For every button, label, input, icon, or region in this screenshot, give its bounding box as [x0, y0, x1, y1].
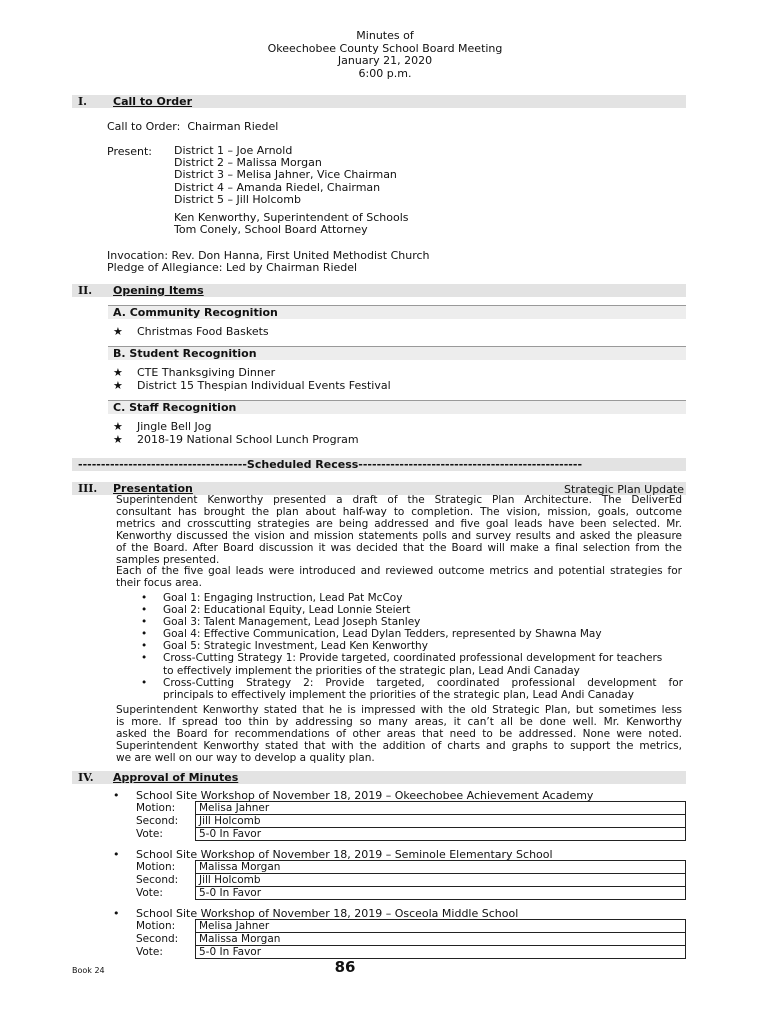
- present-item: District 1 – Joe Arnold: [174, 144, 293, 157]
- bullet-icon: •: [141, 652, 148, 665]
- presentation-paragraph-1: [116, 495, 682, 590]
- staff-list: [174, 212, 409, 236]
- header-line-4: 6:00 p.m.: [358, 66, 412, 80]
- minutes-item-text: School Site Workshop of November 18, 2019 – Okeechobee Achievement Academy: [136, 789, 594, 802]
- vote-value: 5-0 In Favor: [196, 828, 686, 841]
- vote-label: Vote:: [133, 946, 196, 959]
- section-3-number: III.: [78, 482, 98, 495]
- paragraph-line: Kenworthy discussed the vision and mission statements polls and survey results and asked the pleasure: [116, 529, 682, 542]
- motion-value: Malissa Morgan: [196, 861, 686, 874]
- second-value: Jill Holcomb: [196, 874, 686, 887]
- second-label: Second:: [133, 874, 196, 887]
- bullet-icon: •: [141, 616, 148, 629]
- call-to-order-line: [107, 120, 278, 133]
- goal-continuation: to effectively implement the priorities of the strategic plan, Lead Andi Canaday: [163, 664, 580, 677]
- table-row: [133, 861, 686, 874]
- paragraph-line: of the Board. After Board discussion it was decided that the Board will make a final selection from the: [116, 541, 682, 554]
- goal-item: [143, 640, 683, 652]
- paragraph-line: Superintendent Kenworthy presented a draft of the Strategic Plan Architecture. The DeliverEd: [116, 494, 682, 506]
- subsection-b-title: B. Student Recognition: [113, 347, 257, 360]
- list-item: [113, 366, 275, 379]
- present-item: District 2 – Malissa Morgan: [174, 156, 322, 170]
- table-row: [133, 828, 686, 841]
- goal-text: Goal 1: Engaging Instruction, Lead Pat McCoy: [163, 592, 403, 604]
- document-header: [0, 30, 770, 80]
- list-item: [113, 379, 391, 392]
- paragraph-line: consultant has brought the plan about half-way to completion. The vision, mission, goals, outcome: [116, 505, 682, 518]
- star-icon: ★: [113, 366, 123, 379]
- vote-value: 5-0 In Favor: [196, 946, 686, 959]
- goal-item: [143, 604, 683, 616]
- list-item: [113, 433, 359, 446]
- list-item-text: District 15 Thespian Individual Events Festival: [137, 379, 391, 392]
- table-row: [133, 887, 686, 900]
- star-icon: ★: [113, 420, 123, 433]
- paragraph-line: is more. If spread too thin by addressing so many areas, it can’t all be done well. Mr. Kenworthy: [116, 716, 682, 729]
- motion-label: Motion:: [133, 861, 196, 874]
- vote-value: 5-0 In Favor: [196, 887, 686, 900]
- motion-label: Motion:: [133, 920, 196, 933]
- paragraph-line: metrics and crosscutting strategies are being addressed and five goal leads have been selected. Mr.: [116, 517, 682, 530]
- goal-text: Goal 5: Strategic Investment, Lead Ken Kenworthy: [163, 640, 428, 653]
- bullet-icon: •: [113, 789, 120, 802]
- goal-text: Cross-Cutting Strategy 1: Provide targeted, coordinated professional development for teachers: [163, 652, 663, 665]
- star-icon: ★: [113, 325, 123, 338]
- second-label: Second:: [133, 933, 196, 946]
- table-row: [133, 802, 686, 815]
- goal-item: [143, 677, 683, 689]
- goal-item: [143, 592, 683, 604]
- bullet-icon: •: [141, 676, 148, 689]
- bullet-icon: •: [141, 640, 148, 653]
- motion-value: Melisa Jahner: [196, 920, 686, 933]
- paragraph-line: asked the Board for recommendations of other areas that need to be addressed. None were noted.: [116, 728, 682, 741]
- vote-label: Vote:: [133, 887, 196, 900]
- vote-label: Vote:: [133, 828, 196, 841]
- bullet-icon: •: [113, 907, 120, 920]
- table-row: [133, 874, 686, 887]
- paragraph-line: Each of the five goal leads were introduced and reviewed outcome metrics and potential strategies for: [116, 565, 682, 578]
- presentation-paragraph-3: [116, 704, 682, 764]
- goal-continuation: principals to effectively implement the priorities of the strategic plan, Lead Andi Canaday: [163, 688, 634, 701]
- list-item-text: 2018-19 National School Lunch Program: [137, 433, 359, 446]
- bullet-icon: •: [113, 848, 120, 861]
- paragraph-line: Superintendent Kenworthy stated that he is impressed with the old Strategic Plan, but sometimes less: [116, 704, 682, 716]
- motion-label: Motion:: [133, 802, 196, 815]
- section-2-title: Opening Items: [113, 284, 204, 297]
- section-1-number: I.: [78, 95, 87, 108]
- section-2-number: II.: [78, 284, 93, 297]
- bullet-icon: •: [141, 604, 148, 617]
- minutes-item-text: School Site Workshop of November 18, 2019 – Seminole Elementary School: [136, 848, 553, 861]
- goal-item: [143, 652, 683, 664]
- minutes-vote-table: [133, 860, 686, 900]
- second-value: Jill Holcomb: [196, 815, 686, 828]
- call-to-order-label: Call to Order:: [107, 120, 181, 133]
- goal-item: [143, 616, 683, 628]
- staff-item: Ken Kenworthy, Superintendent of Schools: [174, 211, 409, 224]
- goal-text: Goal 4: Effective Communication, Lead Dylan Tedders, represented by Shawna May: [163, 628, 602, 641]
- paragraph-line: Superintendent Kenworthy stated that with the addition of charts and graphs to support the metrics,: [116, 740, 682, 753]
- pledge-line: Pledge of Allegiance: Led by Chairman Riedel: [107, 261, 358, 274]
- second-value: Malissa Morgan: [196, 933, 686, 946]
- present-item: District 4 – Amanda Riedel, Chairman: [174, 180, 381, 194]
- section-1-title: Call to Order: [113, 95, 193, 108]
- book-label: Book 24: [72, 966, 105, 975]
- goal-text: Cross-Cutting Strategy 2: Provide targeted, coordinated professional development for: [163, 676, 683, 689]
- minutes-item-text: School Site Workshop of November 18, 2019 – Osceola Middle School: [136, 907, 519, 920]
- section-4-number: IV.: [78, 771, 94, 784]
- table-row: [133, 933, 686, 946]
- goal-text: Goal 2: Educational Equity, Lead Lonnie Steiert: [163, 604, 411, 617]
- present-list: [174, 145, 397, 206]
- scheduled-recess: -------------------------------------Scheduled Recess-------------------------------------------------: [78, 458, 583, 471]
- page-number: 86: [334, 958, 356, 976]
- star-icon: ★: [113, 379, 123, 392]
- subsection-c-title: C. Staff Recognition: [113, 401, 237, 414]
- present-label: Present:: [107, 145, 152, 158]
- header-line-1: Minutes of: [356, 29, 414, 42]
- invocation-line: Invocation: Rev. Don Hanna, First United Methodist Church: [107, 249, 430, 262]
- list-item: [113, 325, 269, 338]
- table-row: [133, 815, 686, 828]
- motion-value: Melisa Jahner: [196, 802, 686, 815]
- bullet-icon: •: [141, 592, 148, 604]
- header-line-3: January 21, 2020: [337, 54, 433, 67]
- second-label: Second:: [133, 815, 196, 828]
- paragraph-line: their focus area.: [116, 577, 202, 590]
- list-item-text: Christmas Food Baskets: [137, 325, 269, 338]
- goal-item: [143, 628, 683, 640]
- section-3-right-label: Strategic Plan Update: [564, 483, 684, 496]
- header-line-2: Okeechobee County School Board Meeting: [267, 41, 503, 55]
- section-3-title: Presentation: [113, 482, 193, 495]
- present-item: District 3 – Melisa Jahner, Vice Chairman: [174, 168, 397, 182]
- list-item-text: CTE Thanksgiving Dinner: [137, 366, 276, 379]
- paragraph-line: we are well on our way to develop a quality plan.: [116, 752, 375, 765]
- staff-item: Tom Conely, School Board Attorney: [174, 223, 368, 237]
- paragraph-line: samples presented.: [116, 553, 220, 566]
- present-item: District 5 – Jill Holcomb: [174, 192, 301, 206]
- minutes-vote-table: [133, 919, 686, 959]
- table-row: [133, 946, 686, 959]
- table-row: [133, 920, 686, 933]
- list-item-text: Jingle Bell Jog: [137, 420, 212, 433]
- subsection-a-title: A. Community Recognition: [113, 306, 278, 319]
- call-to-order-value: Chairman Riedel: [187, 120, 279, 133]
- goals-list: [143, 592, 683, 701]
- bullet-icon: •: [141, 628, 148, 641]
- section-4-title: Approval of Minutes: [113, 771, 239, 784]
- goal-text: Goal 3: Talent Management, Lead Joseph Stanley: [163, 616, 421, 629]
- minutes-vote-table: [133, 801, 686, 841]
- star-icon: ★: [113, 433, 123, 446]
- list-item: [113, 420, 211, 433]
